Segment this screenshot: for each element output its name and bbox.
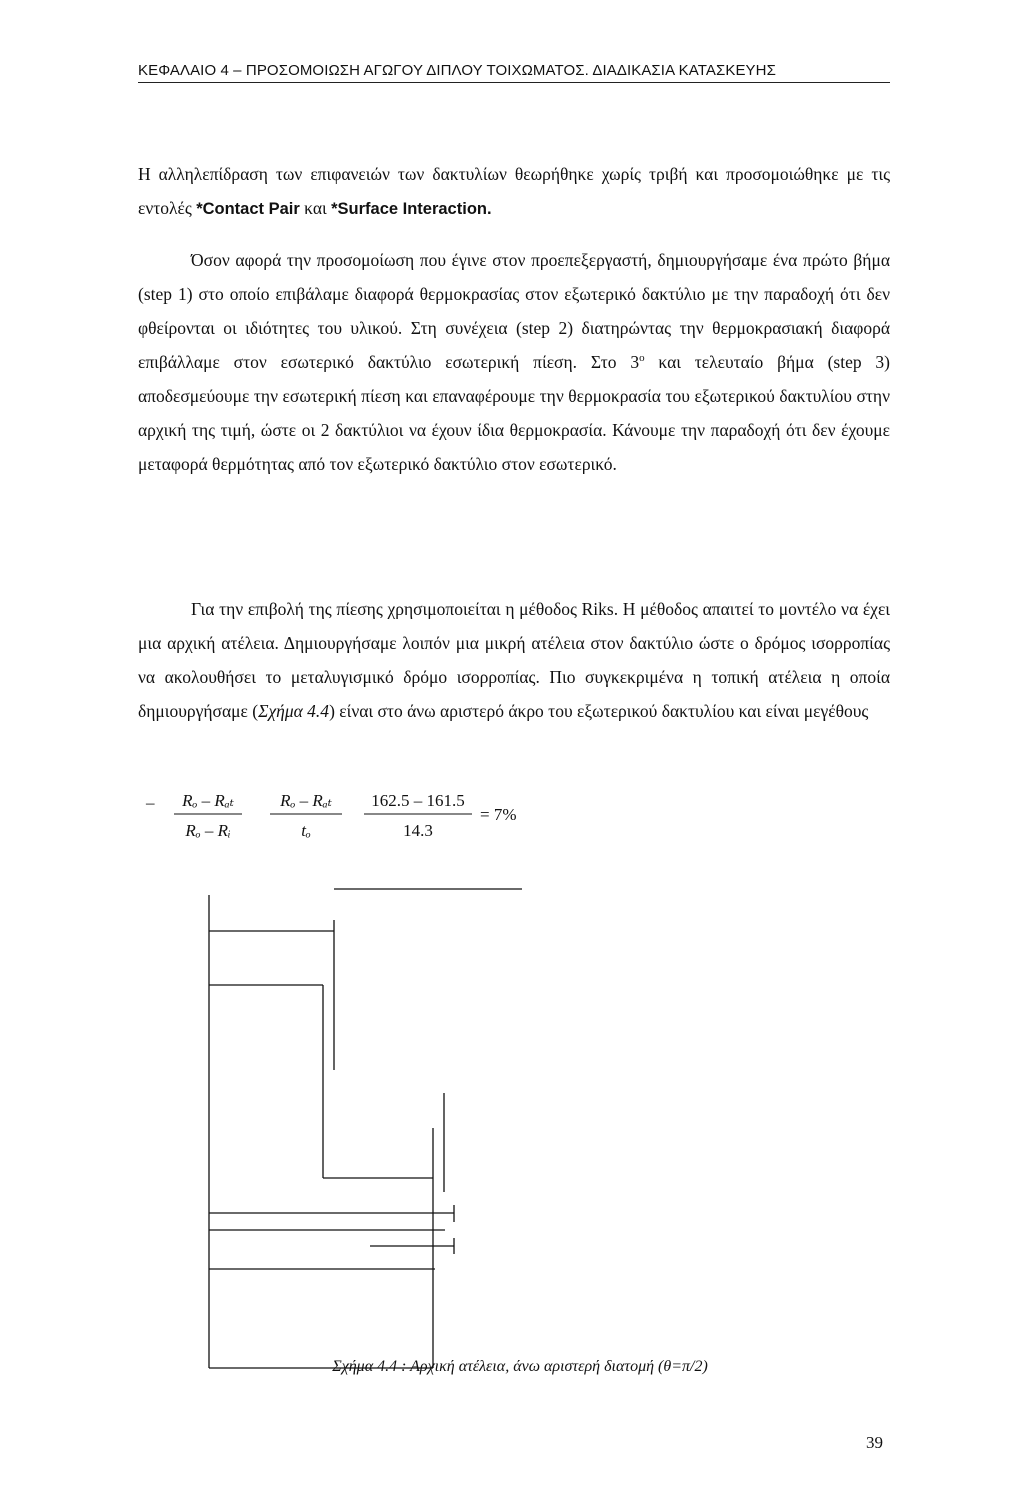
paragraph-text: και τελευταίο βήμα (step 3) αποδεσμεύουμε την εσωτερική πίεση και επαναφέρουμε την θερμοκρασία του εξωτερικού δακτυλίου στην αρχική της τιμή, ώστε οι 2 δακτύλιοι να έχουν ίδια θερμοκρασία. Κάνουμε την παραδοχή ότι δεν έχουμε μεταφορά θερμότητας από τον εξωτερικό δακτύλιο στον εσωτερικό. <box>138 352 890 474</box>
paragraph-text: Όσον αφορά την προσομοίωση που έγινε στον προεπεξεργαστή, δημιουργήσαμε ένα πρώτο βήμα (step 1) στο οποίο επιβάλαμε διαφορά θερμοκρασίας στον εξωτερικό δακτύλιο με την παραδοχή ότι δεν φθείρονται οι ιδιότητες του υλικού. Στη συνέχεια (step 2) διατηρώντας την θερμοκρασιακή διαφορά επιβάλλαμε στον εσωτερικό δακτύλιο εσωτερική πίεση. Στο 3 <box>138 250 890 372</box>
paragraph-text: Για την επιβολή της πίεσης χρησιμοποιείται η μέθοδος Riks. Η μέθοδος απαιτεί το μοντέλο να έχει μια αρχική ατέλεια. Δημιουργήσαμε λοιπόν μια μικρή ατέλεια στον δακτύλιο ώστε ο δρόμος ισορροπίας να ακολουθήσει το μεταλυγισμικό δρόμο ισορροπίας. Πιο συγκεκριμένα η τοπική ατέλεια η οποία δημιουργήσαμε ( <box>138 599 890 721</box>
fraction1-numerator: Rₒ – Rₐₜ <box>182 791 234 810</box>
running-header: ΚΕΦΑΛΑΙΟ 4 – ΠΡΟΣΟΜΟΙΩΣΗ ΑΓΩΓΟΥ ΔΙΠΛΟΥ ΤΟΙΧΩΜΑΤΟΣ. ΔΙΑΔΙΚΑΣΙΑ ΚΑΤΑΣΚΕΥΗΣ <box>138 62 890 83</box>
fraction2-denominator: tₒ <box>301 821 311 840</box>
fraction3-numerator: 162.5 – 161.5 <box>371 791 465 810</box>
paragraph-text: και <box>299 198 332 218</box>
paragraph-text: ) είναι στο άνω αριστερό άκρο του εξωτερικού δακτυλίου και είναι μεγέθους <box>329 701 869 721</box>
ordinal-superscript: ο <box>639 352 645 365</box>
fraction1-denominator: Rₒ – Rᵢ <box>185 821 231 840</box>
formula-result: = 7% <box>480 805 517 824</box>
fraction3-denominator: 14.3 <box>403 821 433 840</box>
command-surface-interaction: *Surface Interaction. <box>331 200 492 218</box>
command-contact-pair: *Contact Pair <box>196 200 300 218</box>
figure-reference: Σχήμα 4.4 <box>258 701 330 721</box>
paragraph-text: Η αλληλεπίδραση των επιφανειών των δακτυλίων θεωρήθηκε χωρίς τριβή και προσομοιώθηκε με τις εντολές <box>138 164 890 218</box>
formula-lead: – <box>146 793 155 812</box>
fraction2-numerator: Rₒ – Rₐₜ <box>280 791 332 810</box>
figure-caption: Σχήμα 4.4 : Αρχική ατέλεια, άνω αριστερή διατομή (θ=π/2) <box>332 1358 708 1375</box>
page-number: 39 <box>866 1433 883 1452</box>
